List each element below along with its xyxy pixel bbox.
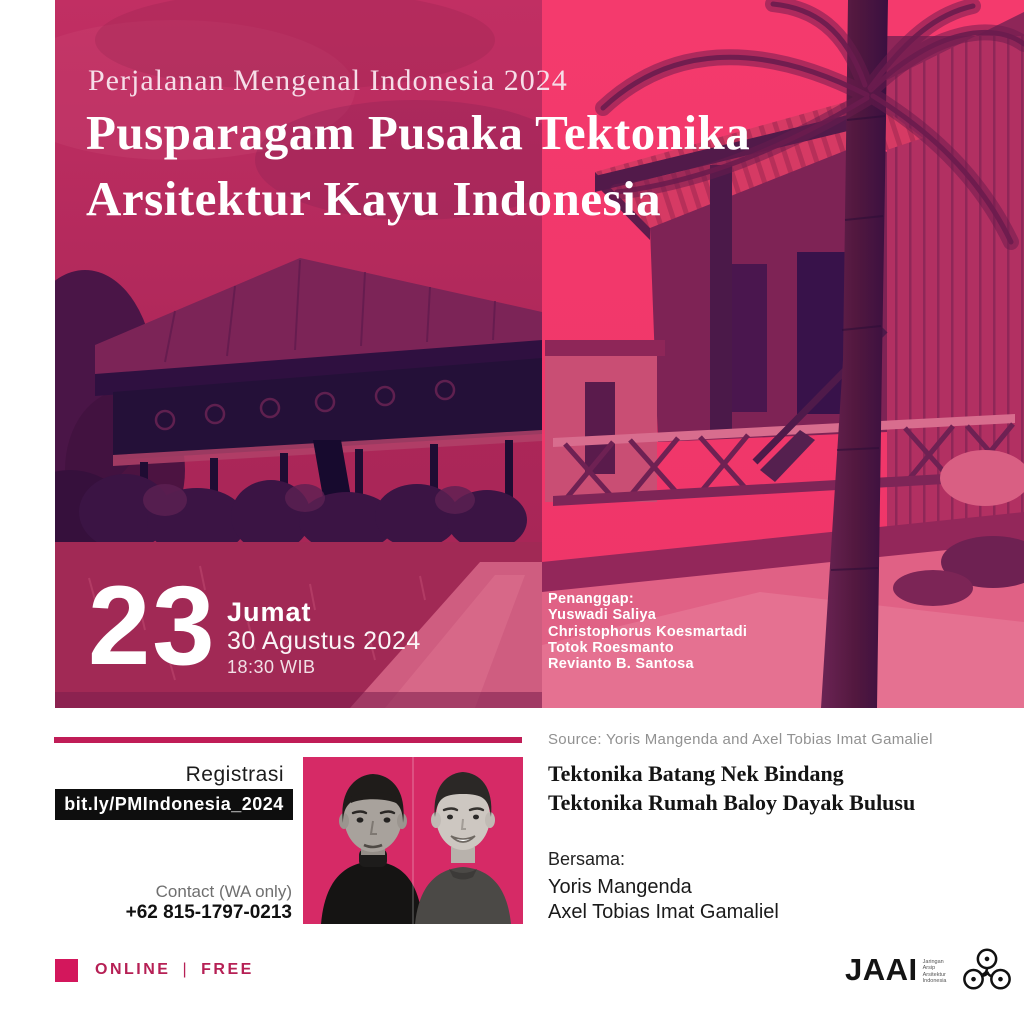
penanggap-label: Penanggap: <box>548 591 634 607</box>
penanggap-name: Yuswadi Saliya <box>548 607 657 624</box>
day-name: Jumat <box>227 597 312 627</box>
accent-divider-bar <box>54 737 522 743</box>
penanggap-list <box>548 591 747 672</box>
contact-phone-number: +62 815-1797-0213 <box>125 902 292 923</box>
speaker-photos <box>303 757 523 924</box>
topic-titles <box>548 760 915 817</box>
footer-accent-square <box>55 959 78 982</box>
free-badge: FREE <box>201 961 254 978</box>
penanggap-name: Revianto B. Santosa <box>548 656 694 673</box>
date-details <box>227 598 487 678</box>
event-series-title: Perjalanan Mengenal Indonesia 2024 <box>88 64 568 97</box>
penanggap-name: Christophorus Koesmartadi <box>548 623 748 640</box>
registration-label: Registrasi <box>185 763 284 786</box>
event-title-line-1: Pusparagam Pusaka Tektonika <box>86 105 751 160</box>
online-badge: ONLINE <box>95 961 171 978</box>
day-number: 23 <box>88 563 217 688</box>
hero-image <box>55 0 1024 708</box>
registration-link[interactable]: bit.ly/PMIndonesia_2024 <box>55 789 293 820</box>
footer-separator: | <box>182 961 190 978</box>
event-title <box>86 100 750 232</box>
penanggap-name: Totok Roesmanto <box>548 639 674 656</box>
speakers-label: Bersama: <box>548 849 626 869</box>
jaai-triple-spiral-icon <box>961 946 1013 994</box>
speaker-name: Axel Tobias Imat Gamaliel <box>548 901 779 923</box>
speaker-name: Yoris Mangenda <box>548 876 692 898</box>
event-title-line-2: Arsitektur Kayu Indonesia <box>86 171 662 226</box>
event-date: 30 Agustus 2024 <box>227 627 421 655</box>
speakers-list <box>548 875 779 925</box>
jaai-wordmark: JAAI <box>845 952 918 987</box>
date-block <box>88 563 217 688</box>
topic-line-2: Tektonika Rumah Baloy Dayak Bulusu <box>548 789 916 815</box>
event-time: 18:30 WIB <box>227 657 316 677</box>
speaker-portraits-image <box>303 757 523 924</box>
photo-source-credit: Source: Yoris Mangenda and Axel Tobias Imat Gamaliel <box>548 731 933 748</box>
contact-label: Contact (WA only) <box>155 882 292 901</box>
topic-line-1: Tektonika Batang Nek Bindang <box>548 761 844 786</box>
footer-status <box>95 961 254 979</box>
jaai-full-name: Jaringan Arsip Arsitektur Indonesia <box>922 958 947 984</box>
organization-logo <box>845 946 1013 994</box>
